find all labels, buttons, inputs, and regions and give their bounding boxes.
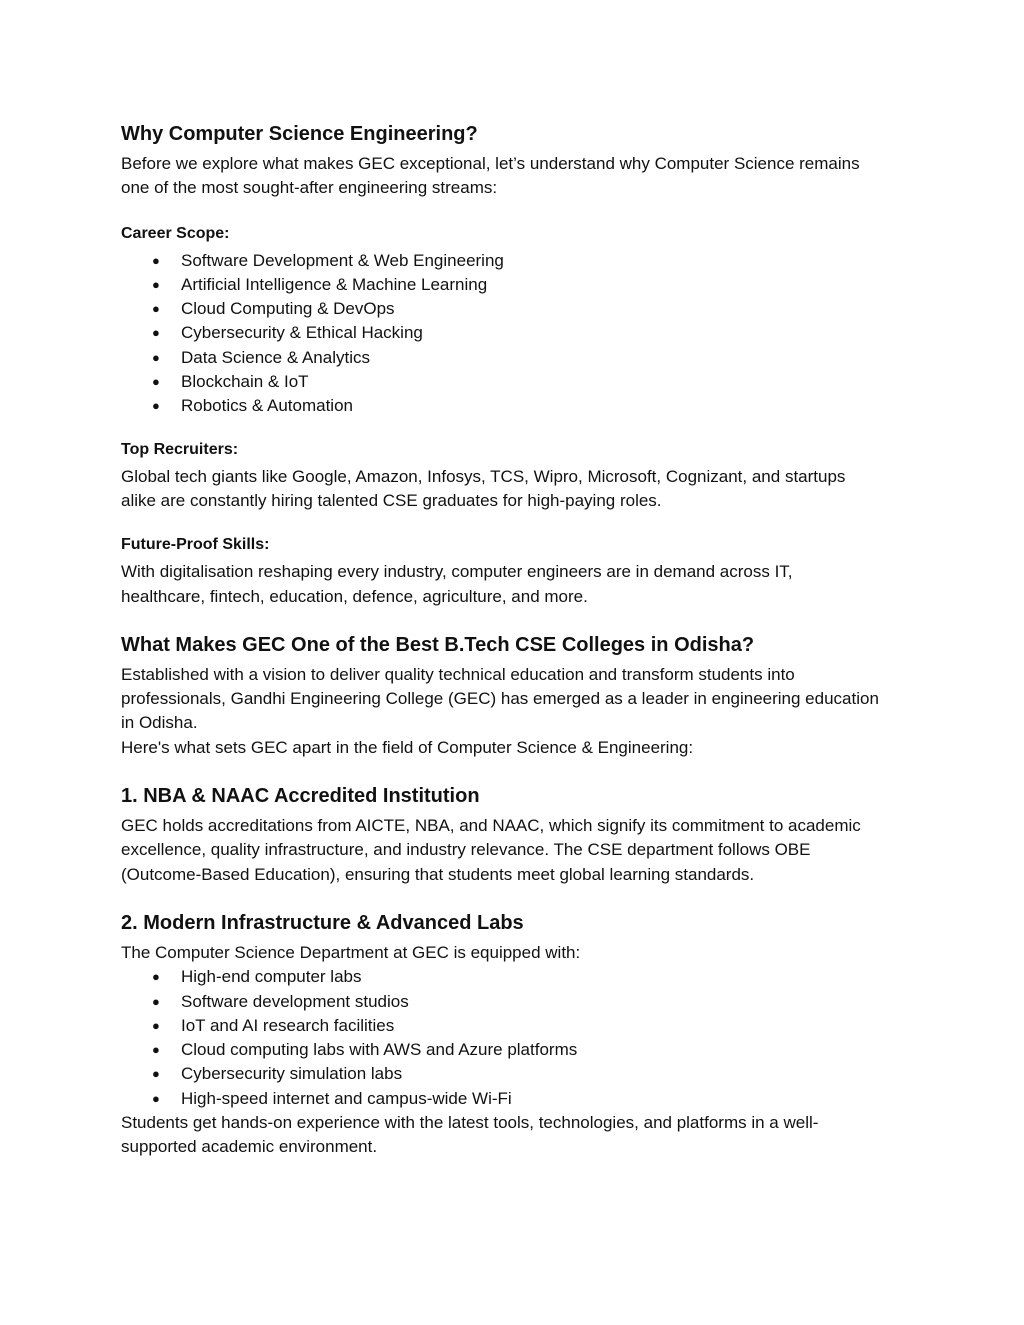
infrastructure-intro: The Computer Science Department at GEC is equipped with: (121, 942, 581, 962)
list-item: ● IoT and AI research facilities (121, 1014, 881, 1038)
list-item: ● Software development studios (121, 990, 881, 1014)
list-item: ● High-end computer labs (121, 965, 881, 989)
list-item: ● Cybersecurity & Ethical Hacking (121, 321, 881, 345)
section-title-infrastructure: 2. Modern Infrastructure & Advanced Labs (121, 911, 524, 934)
career-scope-label: Career Scope: (121, 224, 230, 242)
future-proof-text: With digitalisation reshaping every industry, computer engineers are in demand across IT, healthcare, fintech, education, defence, agriculture, and more. (121, 562, 793, 606)
section-title-accreditation: 1. NBA & NAAC Accredited Institution (121, 785, 480, 808)
infrastructure-list (121, 965, 881, 1111)
list-item: ● Robotics & Automation (121, 394, 881, 418)
top-recruiters-label: Top Recruiters: (121, 440, 239, 458)
section-title-gec: What Makes GEC One of the Best B.Tech CSE Colleges in Odisha? (121, 633, 755, 656)
list-item: ● Cybersecurity simulation labs (121, 1062, 881, 1086)
section-intro-gec-2: Here's what sets GEC apart in the field of Computer Science & Engineering: (121, 737, 694, 757)
infrastructure-outro: Students get hands-on experience with the latest tools, technologies, and platforms in a well-supported academic environment. (121, 1113, 819, 1157)
accreditation-text: GEC holds accreditations from AICTE, NBA, and NAAC, which signify its commitment to academic excellence, quality infrastructure, and industry relevance. The CSE department follows OBE (Outcome-Based Education), ensuring that students meet global learning standards. (121, 816, 861, 884)
list-item: ● Software Development & Web Engineering (121, 249, 881, 273)
list-item: ● Blockchain & IoT (121, 370, 881, 394)
list-item: ● Data Science & Analytics (121, 346, 881, 370)
top-recruiters-text: Global tech giants like Google, Amazon, Infosys, TCS, Wipro, Microsoft, Cognizant, and startups alike are constantly hiring talented CSE graduates for high-paying roles. (121, 466, 846, 510)
list-item: ● Cloud Computing & DevOps (121, 297, 881, 321)
section-intro-gec: Established with a vision to deliver quality technical education and transform students into professionals, Gandhi Engineering College (GEC) has emerged as a leader in engineering education in Odisha. (121, 664, 879, 733)
section-title-why-cse: Why Computer Science Engineering? (121, 123, 478, 145)
document-page (121, 120, 881, 1160)
section-intro-why-cse: Before we explore what makes GEC exceptional, let’s understand why Computer Science remains one of the most sought-after engineering streams: (121, 154, 860, 198)
future-proof-label: Future-Proof Skills: (121, 536, 270, 554)
career-scope-list (121, 249, 881, 419)
list-item: ● Cloud computing labs with AWS and Azure platforms (121, 1038, 881, 1062)
list-item: ● High-speed internet and campus-wide Wi-Fi (121, 1087, 881, 1111)
list-item: ● Artificial Intelligence & Machine Learning (121, 273, 881, 297)
